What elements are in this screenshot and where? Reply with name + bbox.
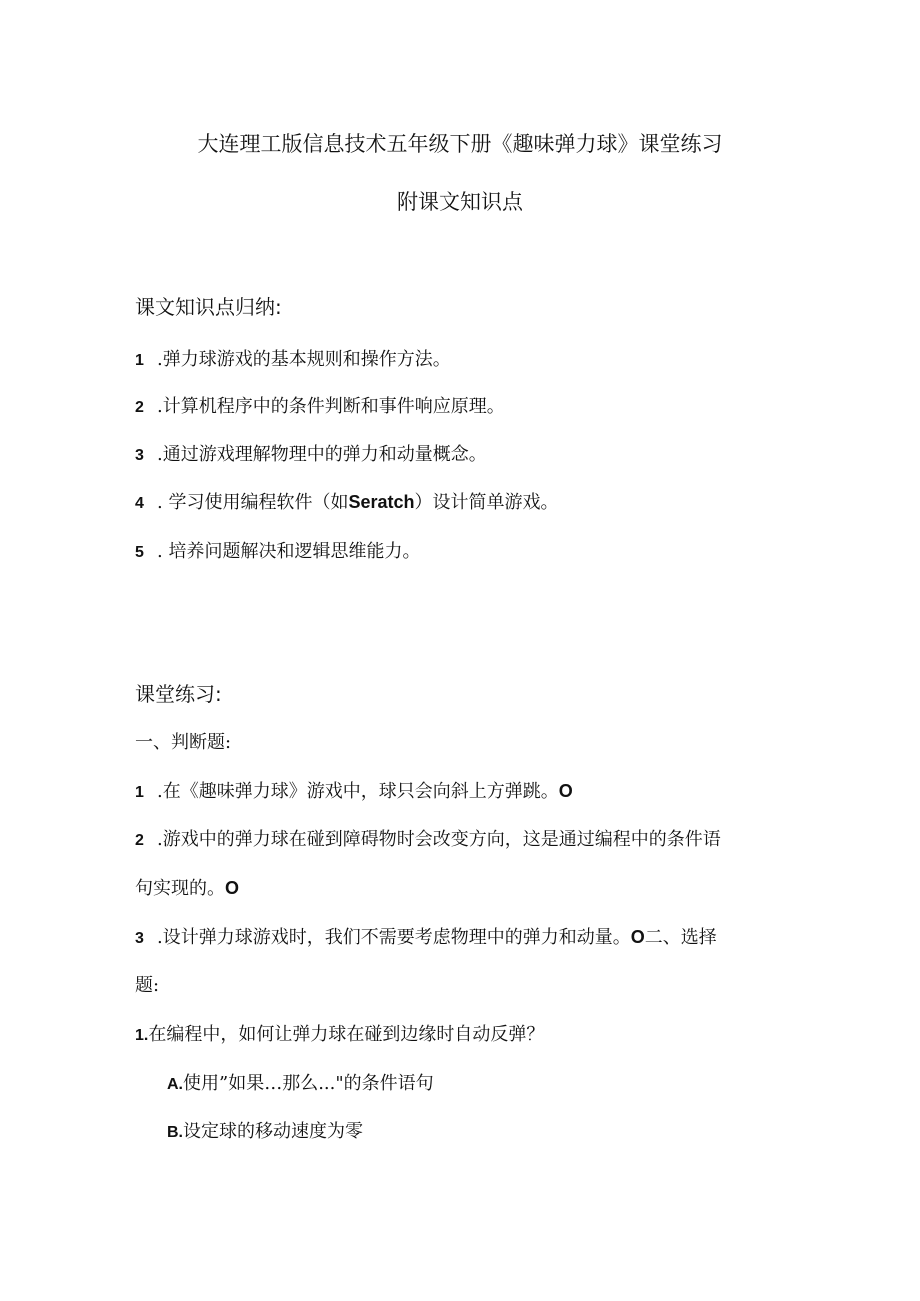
item-text: .通过游戏理解物理中的弹力和动量概念。 (157, 444, 487, 465)
knowledge-item-2 (135, 392, 505, 418)
knowledge-item-4 (135, 488, 559, 514)
item-number: 3 (135, 447, 144, 464)
item-number: 2 (135, 399, 144, 416)
question-1 (135, 777, 573, 803)
section-choice-heading-cont: 题: (135, 975, 160, 996)
item-number: 1 (135, 352, 144, 369)
option-a (167, 1069, 434, 1095)
document-title: 大连理工版信息技术五年级下册《趣味弹力球》课堂练习 (197, 132, 723, 156)
item-text: .计算机程序中的条件判断和事件响应原理。 (157, 396, 505, 417)
option-letter: B. (167, 1124, 183, 1141)
question-text: .在《趣味弹力球》游戏中，球只会向斜上方弹跳。 (157, 781, 559, 802)
question-number: 2 (135, 832, 144, 849)
item-text: .弹力球游戏的基本规则和操作方法。 (157, 349, 451, 370)
knowledge-heading: 课文知识点归纳: (135, 295, 282, 319)
item-text: . 学习使用编程软件（如 (157, 492, 349, 513)
choice-question-1 (135, 1020, 544, 1046)
exercise-heading: 课堂练习: (135, 682, 222, 706)
question-2 (135, 825, 721, 851)
question-text-cont: 句实现的。 (135, 878, 225, 899)
option-letter: A. (167, 1076, 183, 1093)
section-true-false-heading: 一、判断题: (135, 732, 232, 753)
document-subtitle: 附课文知识点 (397, 190, 523, 214)
option-text: 使用”如果…那么..."的条件语句 (183, 1073, 434, 1094)
section-choice-heading: 二、选择 (644, 927, 717, 948)
answer-mark: O (558, 781, 573, 801)
option-b (167, 1117, 363, 1143)
knowledge-item-1 (135, 345, 451, 371)
knowledge-item-3 (135, 440, 487, 466)
question-number: 1 (135, 784, 144, 801)
knowledge-item-5 (135, 537, 420, 563)
question-text: .设计弹力球游戏时，我们不需要考虑物理中的弹力和动量。 (157, 927, 631, 948)
item-software-name: Seratch (348, 492, 415, 512)
answer-mark: O (225, 878, 240, 898)
question-2-continuation (135, 874, 239, 900)
question-text: .游戏中的弹力球在碰到障碍物时会改变方向，这是通过编程中的条件语 (157, 829, 721, 850)
question-text: 在编程中，如何让弹力球在碰到边缘时自动反弹？ (148, 1024, 545, 1045)
option-text: 设定球的移动速度为零 (183, 1121, 363, 1142)
question-number: 3 (135, 930, 144, 947)
question-3 (135, 923, 717, 949)
item-text: . 培养问题解决和逻辑思维能力。 (157, 541, 421, 562)
item-number: 4 (135, 495, 144, 512)
item-text-end: ）设计简单游戏。 (414, 492, 559, 513)
item-number: 5 (135, 544, 144, 561)
question-number: 1. (135, 1027, 149, 1044)
answer-mark: O (630, 927, 645, 947)
